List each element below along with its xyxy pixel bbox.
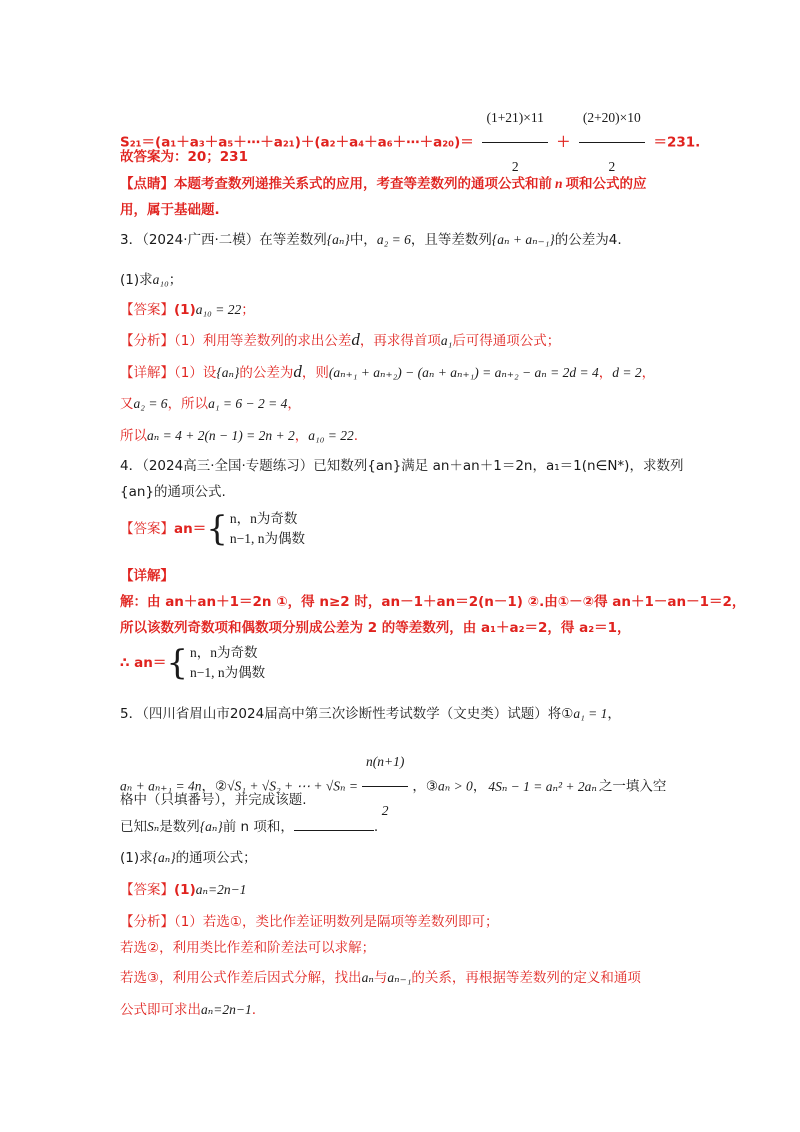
q5-part1-b: 的通项公式； (175, 850, 257, 866)
q3-stem-a: 3．（2024·广西·二模）在等差数列 (120, 232, 327, 248)
review-n: n (555, 176, 563, 191)
q5-analysis-3-m2: aₙ₋₁ (387, 970, 412, 985)
q4-answer-tag: 【答案】 (120, 521, 174, 537)
review-text-2: 项和公式的应 (565, 176, 647, 192)
q3-so-b: ， (294, 428, 309, 444)
q3-so-a: 所以 (120, 428, 147, 444)
q3-detail-b: 的公差为 (239, 365, 294, 381)
q3-so-c: . (353, 428, 359, 444)
q3-analysis-a1: a₁ (440, 333, 453, 348)
q5-stem4-m1: Sₙ (147, 819, 160, 834)
q5-analysis-2: 若选②，利用类比作差和阶差法可以求解； (120, 940, 376, 956)
q4-detail-tag: 【详解】 (120, 568, 174, 584)
q5-analysis-3-a: 若选③，利用公式作差后因式分解，找出 (120, 970, 362, 986)
review-text-1: 本题考查数列递推关系式的应用，考查等差数列的通项公式和前 (174, 176, 552, 192)
q3-detail-d: d (293, 362, 302, 381)
review-line-1 (120, 174, 647, 194)
q5-answer-text: (1) (174, 882, 196, 898)
q5-analysis-3-m1: aₙ (361, 970, 374, 985)
q3-again-m2: a₁ = 6 − 2 = 4 (208, 396, 288, 411)
q3-part1-var: a₁₀ (152, 272, 169, 287)
q5-stem-1 (120, 704, 621, 724)
left-brace: { (206, 509, 228, 549)
q5-stem1-a: 5．（四川省眉山市2024届高中第三次诊断性考试数学（文史类）试题）将① (120, 706, 574, 722)
q3-answer-end: ； (241, 302, 255, 318)
q3-detail-d2: d = 2 (612, 365, 642, 380)
fraction-1-numerator: (1+21)×11 (486, 110, 544, 125)
q3-part1 (120, 270, 182, 290)
q3-again-a: 又 (120, 396, 134, 412)
q3-stem-b: 中， (349, 232, 377, 248)
q3-detail-3 (120, 426, 358, 446)
fraction-2-denominator: 2 (579, 142, 645, 189)
q3-detail-f: ， (641, 365, 656, 381)
q3-analysis-d: d (351, 330, 360, 349)
q5-analysis-1 (120, 912, 498, 932)
q3-cond1: a₂ = 6 (376, 232, 411, 247)
q4-solution-1: 解：由 an＋an＋1＝2n ①，得 n≥2 时，an－1＋an＝2(n－1) ②.由①－②得 an＋1－an－1＝2， (120, 594, 746, 610)
q5-answer (120, 880, 246, 900)
q3-detail-e: ， (598, 365, 613, 381)
q3-analysis-c: 后可得通项公式； (452, 333, 561, 349)
q3-part1-a: (1)求 (120, 272, 153, 288)
q4-sol3-case-1: n，n为奇数 (189, 645, 258, 660)
q5-analysis-3 (120, 968, 641, 988)
q3-detail-tag: 【详解】 (120, 365, 174, 381)
q3-detail-seq: {aₙ} (216, 365, 240, 380)
q5-stem2-m3: aₙ > 0 (437, 778, 473, 794)
q3-analysis-b: ，再求得首项 (359, 333, 441, 349)
q5-part1-m: {aₙ} (152, 850, 176, 865)
fraction-2-numerator: (2+20)×10 (582, 110, 641, 125)
q5-analysis-1-text: （1）若选①，类比作差证明数列是隔项等差数列即可； (174, 914, 499, 930)
q5-analysis-3-c: 的关系，再根据等差数列的定义和通项 (411, 970, 641, 986)
q3-stem (120, 230, 622, 250)
q5-stem4-a: 已知 (120, 819, 147, 835)
q4-stem-1: 4．（2024高三·全国·专题练习）已知数列{an}满足 an＋an＋1＝2n，a₁＝1(n∈N*)，求数列 (120, 458, 684, 474)
answer-line: 故答案为：20；231 (120, 149, 248, 165)
q5-analysis-3-b: 与 (373, 970, 388, 986)
q4-case-1: n，n为奇数 (229, 511, 298, 526)
q3-so-m2: a₁₀ = 22 (308, 428, 354, 443)
q3-analysis-a: （1）利用等差数列的求出公差 (174, 333, 352, 349)
q3-stem-d: 的公差为4. (554, 232, 622, 248)
q4-answer (120, 506, 305, 552)
left-brace: { (166, 643, 188, 683)
q5-stem2-m1: aₙ + aₙ₊₁ = 4n (120, 778, 202, 794)
q3-answer (120, 300, 255, 320)
q5-answer-math: aₙ=2n−1 (195, 882, 247, 897)
q4-solution-3 (120, 640, 265, 686)
q3-again-b: ，所以 (167, 396, 209, 412)
q5-stem2-d: 之一填入空 (598, 778, 667, 795)
q4-answer-cases (206, 509, 305, 549)
q4-solution-2: 所以该数列奇数项和偶数项分别成公差为 2 的等差数列，由 a₁＋a₂＝2，得 a₂＝1， (120, 620, 631, 636)
q3-again-c: ， (287, 396, 301, 412)
fraction-1-denominator: 2 (482, 142, 547, 189)
q5-stem2-c: ， (472, 778, 487, 795)
q3-analysis-tag: 【分析】 (120, 333, 174, 349)
q3-stem-c: ，且等差数列 (410, 232, 492, 248)
q3-seq1: {aₙ} (326, 232, 350, 247)
q5-analysis-4 (120, 1000, 256, 1020)
q5-stem2-m2: √S₁ + √S₂ + ⋯ + √Sₙ = (227, 778, 358, 794)
q3-again-m1: a₂ = 6 (133, 396, 168, 411)
q3-detail-1 (120, 362, 655, 383)
q3-detail-math: (aₙ₊₁ + aₙ₊₂) − (aₙ + aₙ₊₁) = aₙ₊₂ − aₙ = 2d = 4 (328, 365, 599, 380)
q5-stem2-a: ，② (201, 778, 228, 795)
q3-answer-tag: 【答案】 (120, 302, 174, 318)
q5-stem2-m4: 4Sₙ − 1 = aₙ² + 2aₙ (488, 778, 597, 794)
plus-sign: ＋ (556, 134, 571, 151)
q3-detail-2 (120, 394, 301, 414)
q3-so-m1: aₙ = 4 + 2(n − 1) = 2n + 2 (147, 428, 295, 443)
review-line-2: 用，属于基础题. (120, 202, 220, 218)
q5-part1-a: (1)求 (120, 850, 153, 866)
q5-stem-3: 格中（只填番号），并完成该题. (120, 792, 307, 808)
q3-analysis (120, 330, 560, 351)
q4-case-2: n−1, n为偶数 (229, 531, 305, 546)
q5-analysis-4-b: . (251, 1002, 256, 1018)
q5-analysis-4-m: aₙ=2n−1 (201, 1002, 252, 1017)
q4-stem-2: {an}的通项公式. (120, 484, 226, 500)
s21-lhs: S₂₁＝(a₁＋a₃＋a₅＋⋯＋a₂₁)＋(a₂＋a₄＋a₆＋⋯＋a₂₀)＝ (120, 134, 474, 151)
s21-result: ＝231. (653, 134, 701, 151)
q5-stem2-b: ，③ (412, 778, 438, 795)
q5-analysis-4-a: 公式即可求出 (120, 1002, 201, 1018)
fill-in-blank (294, 816, 374, 831)
q3-seq2: {aₙ + aₙ₋₁} (491, 232, 555, 247)
q5-stem4-d: . (373, 819, 379, 835)
q5-analysis-tag: 【分析】 (120, 914, 174, 930)
q4-sol3-lhs: ∴ an＝ (120, 655, 167, 671)
q5-stem4-c: 前 n 项和， (222, 819, 294, 835)
q5-part1 (120, 848, 257, 868)
q5-stem1-b: ， (607, 706, 621, 722)
q5-answer-tag: 【答案】 (120, 882, 174, 898)
q4-sol3-case-2: n−1, n为偶数 (189, 665, 266, 680)
q5-stem4-b: 是数列 (159, 819, 200, 835)
q5-stem4-m2: {aₙ} (199, 819, 223, 834)
q3-answer-text: (1) (174, 302, 196, 318)
q5-stem1-m: a₁ = 1 (573, 706, 608, 721)
q3-detail-c: ，则 (301, 365, 329, 381)
q3-detail-a: （1）设 (174, 365, 217, 381)
q5-stem-4 (120, 816, 378, 837)
q4-answer-lhs: an＝ (174, 521, 207, 537)
q3-answer-math: a₁₀ = 22 (195, 302, 242, 317)
review-tag: 【点睛】 (120, 176, 174, 192)
q5-fraction-denominator: 2 (362, 786, 408, 833)
q5-fraction-numerator: n(n+1) (366, 754, 405, 769)
q3-part1-b: ； (168, 272, 183, 288)
q4-sol3-cases (166, 643, 265, 683)
